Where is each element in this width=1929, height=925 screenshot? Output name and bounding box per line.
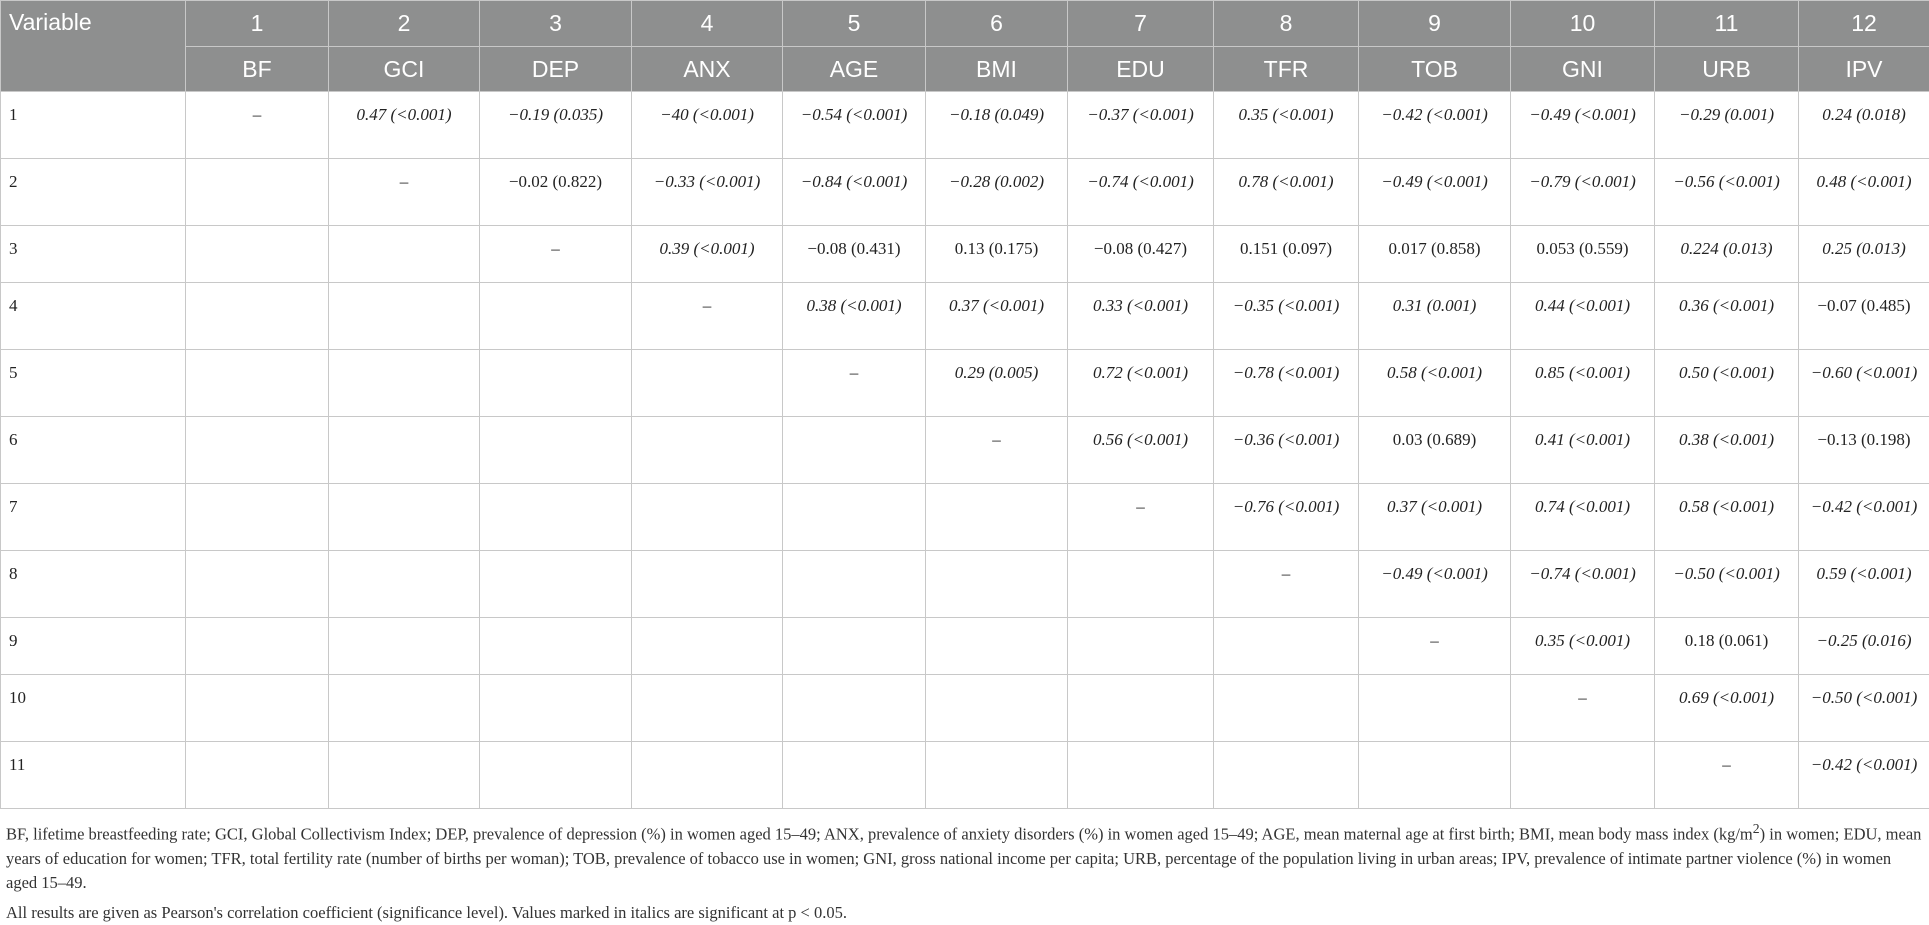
table-cell: 0.38 (<0.001) [1655,417,1799,484]
table-cell [329,417,480,484]
table-cell: −0.13 (0.198) [1799,417,1929,484]
table-cell: −0.42 (<0.001) [1359,92,1511,159]
table-cell: −0.76 (<0.001) [1214,484,1359,551]
table-cell: −0.33 (<0.001) [632,159,783,226]
column-number-header: 10 [1511,1,1655,47]
column-abbreviation-header: GCI [329,47,480,92]
table-cell [186,159,329,226]
table-cell [1214,618,1359,675]
table-cell: – [186,92,329,159]
row-label: 8 [1,551,186,618]
column-number-header: 11 [1655,1,1799,47]
table-row [1,618,1929,675]
table-cell: 0.33 (<0.001) [1068,283,1214,350]
table-cell: – [1511,675,1655,742]
table-cell: 0.38 (<0.001) [783,283,926,350]
table-cell: 0.36 (<0.001) [1655,283,1799,350]
table-cell [329,742,480,809]
table-cell: −0.50 (<0.001) [1655,551,1799,618]
table-cell [1214,675,1359,742]
table-row [1,551,1929,618]
column-abbreviation-header: TFR [1214,47,1359,92]
table-row [1,675,1929,742]
table-cell: −0.42 (<0.001) [1799,742,1929,809]
table-cell [186,618,329,675]
table-row [1,417,1929,484]
table-cell [632,417,783,484]
table-cell: – [926,417,1068,484]
row-label: 3 [1,226,186,283]
table-cell: −40 (<0.001) [632,92,783,159]
table-cell [329,226,480,283]
table-cell [926,742,1068,809]
table-cell: 0.69 (<0.001) [1655,675,1799,742]
table-cell: 0.35 (<0.001) [1511,618,1655,675]
column-abbreviation-header: EDU [1068,47,1214,92]
table-cell [186,350,329,417]
table-cell: −0.19 (0.035) [480,92,632,159]
column-number-header: 2 [329,1,480,47]
column-number-header: 12 [1799,1,1929,47]
table-cell [783,551,926,618]
row-label: 2 [1,159,186,226]
results-note: All results are given as Pearson's correlation coefficient (significance level). Values marked in italics are significant at p < 0.05. [6,901,1923,925]
row-label: 5 [1,350,186,417]
table-cell: −0.74 (<0.001) [1068,159,1214,226]
table-cell: −0.49 (<0.001) [1359,551,1511,618]
table-cell: 0.56 (<0.001) [1068,417,1214,484]
table-cell: 0.03 (0.689) [1359,417,1511,484]
table-row [1,350,1929,417]
table-cell [632,484,783,551]
table-cell: −0.08 (0.431) [783,226,926,283]
table-cell: 0.31 (0.001) [1359,283,1511,350]
table-cell [926,675,1068,742]
table-cell: −0.54 (<0.001) [783,92,926,159]
table-cell [186,484,329,551]
table-cell: 0.44 (<0.001) [1511,283,1655,350]
table-cell [329,618,480,675]
column-abbreviation-header: BF [186,47,329,92]
table-row [1,159,1929,226]
row-label: 7 [1,484,186,551]
table-cell: 0.74 (<0.001) [1511,484,1655,551]
table-cell: 0.25 (0.013) [1799,226,1929,283]
table-cell [926,484,1068,551]
table-cell [480,551,632,618]
table-cell [783,417,926,484]
abbreviations-text-cont: ) in women; EDU, mean years of education for women; TFR, total fertility rate (number of births per woman); TOB, prevalence of tobacco use in women; GNI, gross national income per capita; URB, percentage of the population living in urban areas; IPV, prevalence of intimate partner violence (%) in women aged 15–49. [6,825,1921,892]
table-cell [480,484,632,551]
table-cell: −0.28 (0.002) [926,159,1068,226]
table-cell: 0.72 (<0.001) [1068,350,1214,417]
table-row [1,742,1929,809]
row-label: 11 [1,742,186,809]
table-cell: −0.79 (<0.001) [1511,159,1655,226]
table-cell: 0.47 (<0.001) [329,92,480,159]
table-cell [783,675,926,742]
header-abbreviation-row [1,47,1929,92]
column-number-header: 8 [1214,1,1359,47]
table-cell: 0.50 (<0.001) [1655,350,1799,417]
row-label: 6 [1,417,186,484]
column-abbreviation-header: URB [1655,47,1799,92]
table-cell [1068,618,1214,675]
table-cell: 0.224 (0.013) [1655,226,1799,283]
table-cell: 0.37 (<0.001) [926,283,1068,350]
row-label: 9 [1,618,186,675]
table-cell: −0.35 (<0.001) [1214,283,1359,350]
table-cell [329,283,480,350]
table-cell [1068,675,1214,742]
table-cell: −0.49 (<0.001) [1359,159,1511,226]
table-row [1,283,1929,350]
table-cell: −0.37 (<0.001) [1068,92,1214,159]
table-cell [1214,742,1359,809]
table-cell: 0.48 (<0.001) [1799,159,1929,226]
column-abbreviation-header: GNI [1511,47,1655,92]
table-cell: – [1655,742,1799,809]
abbreviations-text: BF, lifetime breastfeeding rate; GCI, Global Collectivism Index; DEP, prevalence of depression (%) in women aged 15–49; ANX, prevalence of anxiety disorders (%) in women aged 15–49; AGE, mean maternal age at first birth; BMI, mean body mass index (kg/m [6,825,1753,844]
column-abbreviation-header: ANX [632,47,783,92]
abbreviations-note [6,817,1923,895]
table-cell: – [632,283,783,350]
column-abbreviation-header: AGE [783,47,926,92]
table-header [1,1,1929,92]
table-cell [1068,742,1214,809]
column-number-header: 4 [632,1,783,47]
table-cell [632,350,783,417]
table-cell: – [1068,484,1214,551]
table-row [1,484,1929,551]
table-cell [186,551,329,618]
table-cell: 0.017 (0.858) [1359,226,1511,283]
table-cell: −0.36 (<0.001) [1214,417,1359,484]
table-cell [329,551,480,618]
table-cell [186,675,329,742]
column-abbreviation-header: IPV [1799,47,1929,92]
table-cell [783,742,926,809]
table-row [1,226,1929,283]
column-number-header: 9 [1359,1,1511,47]
table-cell: 0.85 (<0.001) [1511,350,1655,417]
table-cell: 0.58 (<0.001) [1359,350,1511,417]
row-label: 4 [1,283,186,350]
table-cell: 0.29 (0.005) [926,350,1068,417]
table-cell: −0.29 (0.001) [1655,92,1799,159]
table-cell: 0.39 (<0.001) [632,226,783,283]
table-cell [632,551,783,618]
table-cell: −0.74 (<0.001) [1511,551,1655,618]
column-number-header: 7 [1068,1,1214,47]
table-footnotes [0,809,1929,925]
table-cell: – [1214,551,1359,618]
table-cell: 0.58 (<0.001) [1655,484,1799,551]
table-cell [632,618,783,675]
column-abbreviation-header: TOB [1359,47,1511,92]
table-row [1,92,1929,159]
column-abbreviation-header: BMI [926,47,1068,92]
table-cell: 0.053 (0.559) [1511,226,1655,283]
table-cell: – [1359,618,1511,675]
table-cell: −0.18 (0.049) [926,92,1068,159]
table-cell: −0.49 (<0.001) [1511,92,1655,159]
table-cell: – [480,226,632,283]
table-cell [480,350,632,417]
table-cell [632,742,783,809]
table-cell: −0.84 (<0.001) [783,159,926,226]
table-cell: 0.35 (<0.001) [1214,92,1359,159]
table-cell [926,618,1068,675]
table-cell: 0.13 (0.175) [926,226,1068,283]
table-cell: 0.41 (<0.001) [1511,417,1655,484]
header-number-row [1,1,1929,47]
table-cell: 0.59 (<0.001) [1799,551,1929,618]
column-number-header: 5 [783,1,926,47]
table-cell [329,484,480,551]
variable-column-header: Variable [1,1,186,92]
column-number-header: 3 [480,1,632,47]
table-cell [783,484,926,551]
table-cell: – [329,159,480,226]
table-cell [1359,742,1511,809]
table-cell [480,283,632,350]
table-cell [480,742,632,809]
column-number-header: 6 [926,1,1068,47]
table-cell [329,350,480,417]
table-cell: – [783,350,926,417]
column-abbreviation-header: DEP [480,47,632,92]
table-cell: −0.25 (0.016) [1799,618,1929,675]
table-cell: 0.18 (0.061) [1655,618,1799,675]
table-body [1,92,1929,809]
table-cell: 0.151 (0.097) [1214,226,1359,283]
table-cell [186,283,329,350]
table-cell: −0.07 (0.485) [1799,283,1929,350]
table-cell: −0.60 (<0.001) [1799,350,1929,417]
row-label: 1 [1,92,186,159]
table-cell [186,417,329,484]
table-cell [1359,675,1511,742]
table-cell: −0.02 (0.822) [480,159,632,226]
table-cell: −0.42 (<0.001) [1799,484,1929,551]
column-number-header: 1 [186,1,329,47]
table-cell [480,618,632,675]
table-cell [186,226,329,283]
table-cell [632,675,783,742]
row-label: 10 [1,675,186,742]
table-cell [480,675,632,742]
table-cell: −0.56 (<0.001) [1655,159,1799,226]
table-cell [329,675,480,742]
superscript: 2 [1753,821,1760,836]
table-cell [926,551,1068,618]
table-cell [1068,551,1214,618]
table-cell: −0.50 (<0.001) [1799,675,1929,742]
table-cell [1511,742,1655,809]
table-cell: −0.78 (<0.001) [1214,350,1359,417]
table-cell: −0.08 (0.427) [1068,226,1214,283]
table-cell [783,618,926,675]
table-cell: 0.24 (0.018) [1799,92,1929,159]
table-cell [186,742,329,809]
table-cell [480,417,632,484]
table-cell: 0.37 (<0.001) [1359,484,1511,551]
table-cell: 0.78 (<0.001) [1214,159,1359,226]
